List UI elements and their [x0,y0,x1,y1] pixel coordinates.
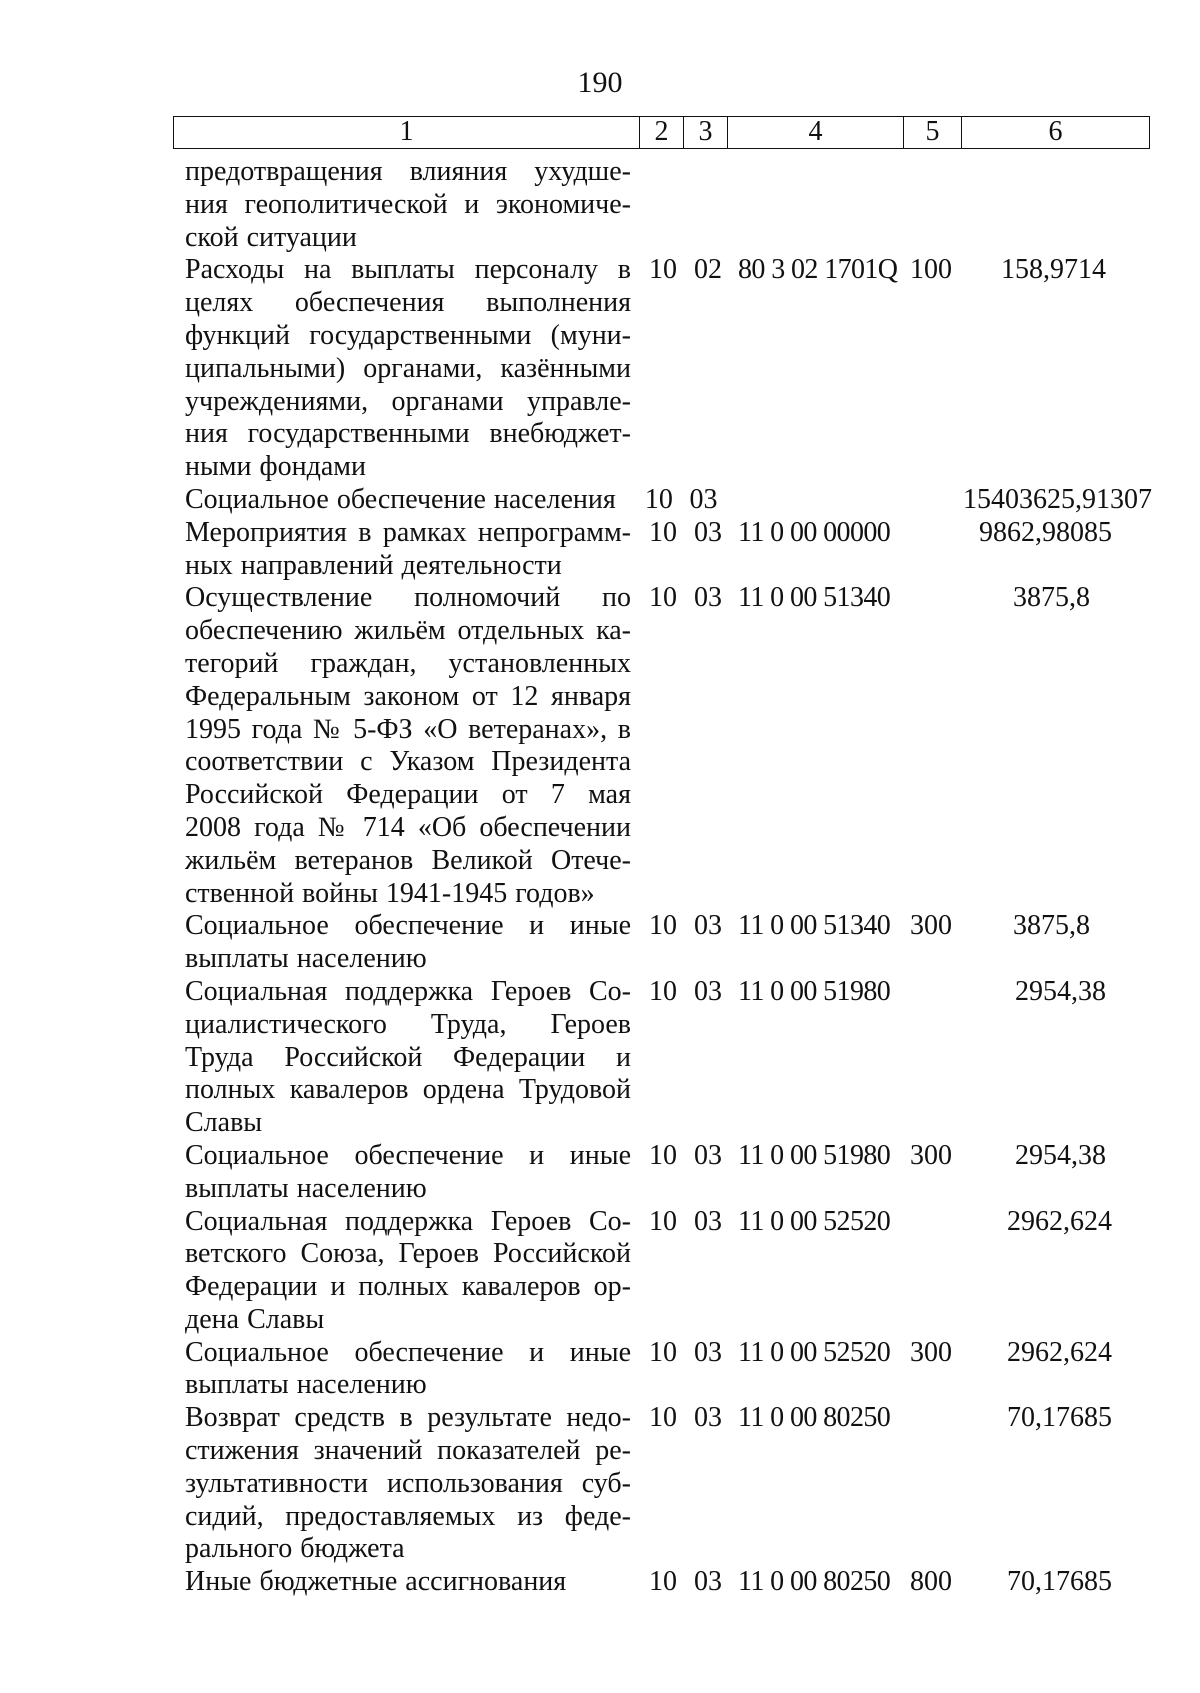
row-description [185,254,631,484]
table-row [185,1206,1150,1337]
table-row [185,156,1150,254]
description-line: ской ситуации [185,221,357,253]
table-row [185,1402,1150,1566]
row-section: 10 [649,910,677,942]
row-description [185,1337,631,1403]
row-section: 10 [649,1402,677,1434]
description-line: дена Славы [185,1303,325,1335]
row-amount: 2962,624 [1007,1205,1112,1237]
row-subsection: 03 [689,483,718,515]
header-col-1: 1 [174,117,640,148]
row-amount: 3875,8 [1013,910,1090,942]
description-line: выплаты населению [185,1369,427,1401]
row-subsection: 03 [694,975,722,1007]
table-row [185,254,1150,484]
description-line: ния геополитической и экономиче- [185,188,631,220]
row-expense-type: 300 [910,1139,952,1171]
row-section: 10 [649,516,677,548]
row-amount: 3875,8 [1013,582,1090,614]
row-subsection: 03 [694,1402,722,1434]
table-row [185,582,1150,910]
row-subsection: 02 [694,254,722,286]
table-row [185,976,1150,1140]
description-line: Осуществление полномочий по [185,582,631,614]
description-line: Социальная поддержка Героев Со- [185,975,631,1007]
description-line: Славы [185,1107,263,1139]
table-row [185,484,1150,517]
header-col-2: 2 [640,117,684,148]
description-line: Социальное обеспечение и иные [185,1336,631,1368]
description-line: циалистического Труда, Героев [185,1008,631,1040]
row-description [185,582,631,910]
row-amount: 2954,38 [1015,975,1106,1007]
row-description [185,1140,631,1206]
header-col-6: 6 [1048,116,1063,147]
description-line: ственной войны 1941-1945 годов» [185,877,595,909]
row-target-article: 11 0 00 51980 [738,975,891,1007]
row-section: 10 [649,582,677,614]
description-line: Российской Федерации от 7 мая [185,779,631,811]
description-line: стижения значений показателей ре- [185,1435,631,1467]
row-amount: 2954,38 [1015,1139,1106,1171]
row-amount: 158,9714 [1001,254,1106,286]
description-line: ния государственными внебюджет- [185,418,631,450]
row-subsection: 03 [694,582,722,614]
row-description [185,910,631,976]
description-line: тегорий граждан, установленных [185,647,631,679]
description-line: Возврат средств в результате недо- [185,1402,631,1434]
row-section: 10 [649,254,677,286]
description-line: Социальное обеспечение и иные [185,1139,631,1171]
description-line: ными фондами [185,451,367,483]
table-row [185,1566,1150,1599]
table-row [185,1140,1150,1206]
description-line: Мероприятия в рамках непрограмм- [185,516,631,548]
row-section: 10 [649,975,677,1007]
header-col-3: 3 [684,117,728,148]
table-row [185,517,1150,583]
row-expense-type: 100 [910,254,952,286]
row-amount: 70,17685 [1007,1566,1112,1598]
row-subsection: 03 [694,1566,722,1598]
description-line: соответствии с Указом Президента [185,746,631,778]
description-line: Социальная поддержка Героев Со- [185,1205,631,1237]
row-section: 10 [649,1566,677,1598]
row-subsection: 03 [694,910,722,942]
budget-table-body [185,156,1150,1599]
row-target-article: 11 0 00 80250 [738,1402,891,1434]
header-col-5: 5 [904,117,962,148]
table-row [185,910,1150,976]
row-amount: 15403625,91307 [963,483,1152,515]
description-line: выплаты населению [185,943,427,975]
row-description [185,484,627,517]
description-line: полных кавалеров ордена Трудовой [185,1074,631,1106]
row-target-article: 80 3 02 1701Q [738,254,898,286]
description-line: учреждениями, органами управле- [185,385,631,417]
row-amount: 2962,624 [1007,1336,1112,1368]
description-line: сидий, предоставляемых из феде- [185,1500,631,1532]
row-subsection: 03 [694,1336,722,1368]
row-subsection: 03 [694,1139,722,1171]
row-target-article: 11 0 00 52520 [738,1205,891,1237]
row-subsection: 03 [694,516,722,548]
description-line: ных направлений деятельности [185,549,562,581]
description-line: рального бюджета [185,1533,405,1565]
description-line: 1995 года № 5-ФЗ «О ветеранах», в [185,713,631,745]
row-description [185,976,631,1140]
header-col-4: 4 [728,117,904,148]
row-target-article: 11 0 00 51340 [738,910,891,942]
row-expense-type: 300 [910,1336,952,1368]
description-line: Иные бюджетные ассигнования [185,1566,567,1598]
row-amount: 9862,98085 [979,516,1112,548]
row-subsection: 03 [694,1205,722,1237]
description-line: целях обеспечения выполнения [185,287,631,319]
row-expense-type: 300 [910,910,952,942]
table-row [185,1337,1150,1403]
description-line: выплаты населению [185,1172,427,1204]
description-line: Социальное обеспечение населения [185,483,616,515]
description-line: 2008 года № 714 «Об обеспечении [185,811,631,843]
row-expense-type: 800 [910,1566,952,1598]
row-target-article: 11 0 00 52520 [738,1336,891,1368]
row-description [185,1206,631,1337]
description-line: Социальное обеспечение и иные [185,910,631,942]
description-line: ципальными) органами, казёнными [185,352,631,384]
row-amount: 70,17685 [1007,1402,1112,1434]
row-section: 10 [649,1205,677,1237]
row-target-article: 11 0 00 80250 [738,1566,891,1598]
description-line: зультативности использования суб- [185,1467,631,1499]
description-line: жильём ветеранов Великой Отече- [185,844,631,876]
row-section: 10 [649,1139,677,1171]
row-description [185,156,631,254]
row-section: 10 [644,483,673,515]
description-line: Федерации и полных кавалеров ор- [185,1271,631,1303]
description-line: ветского Союза, Героев Российской [185,1238,631,1270]
row-description [185,517,631,583]
page-number: 190 [577,66,623,99]
row-target-article: 11 0 00 51340 [738,582,891,614]
description-line: функций государственными (муни- [185,319,631,351]
row-target-article: 11 0 00 51980 [738,1139,891,1171]
description-line: предотвращения влияния ухудше- [185,156,631,187]
row-target-article: 11 0 00 00000 [738,516,891,548]
description-line: обеспечению жильём отдельных ка- [185,615,631,647]
description-line: Труда Российской Федерации и [185,1041,631,1073]
description-line: Федеральным законом от 12 января [185,680,631,712]
column-header-row [173,116,1150,149]
row-description [185,1566,631,1599]
description-line: Расходы на выплаты персоналу в [185,254,631,286]
row-section: 10 [649,1336,677,1368]
row-description [185,1402,631,1566]
